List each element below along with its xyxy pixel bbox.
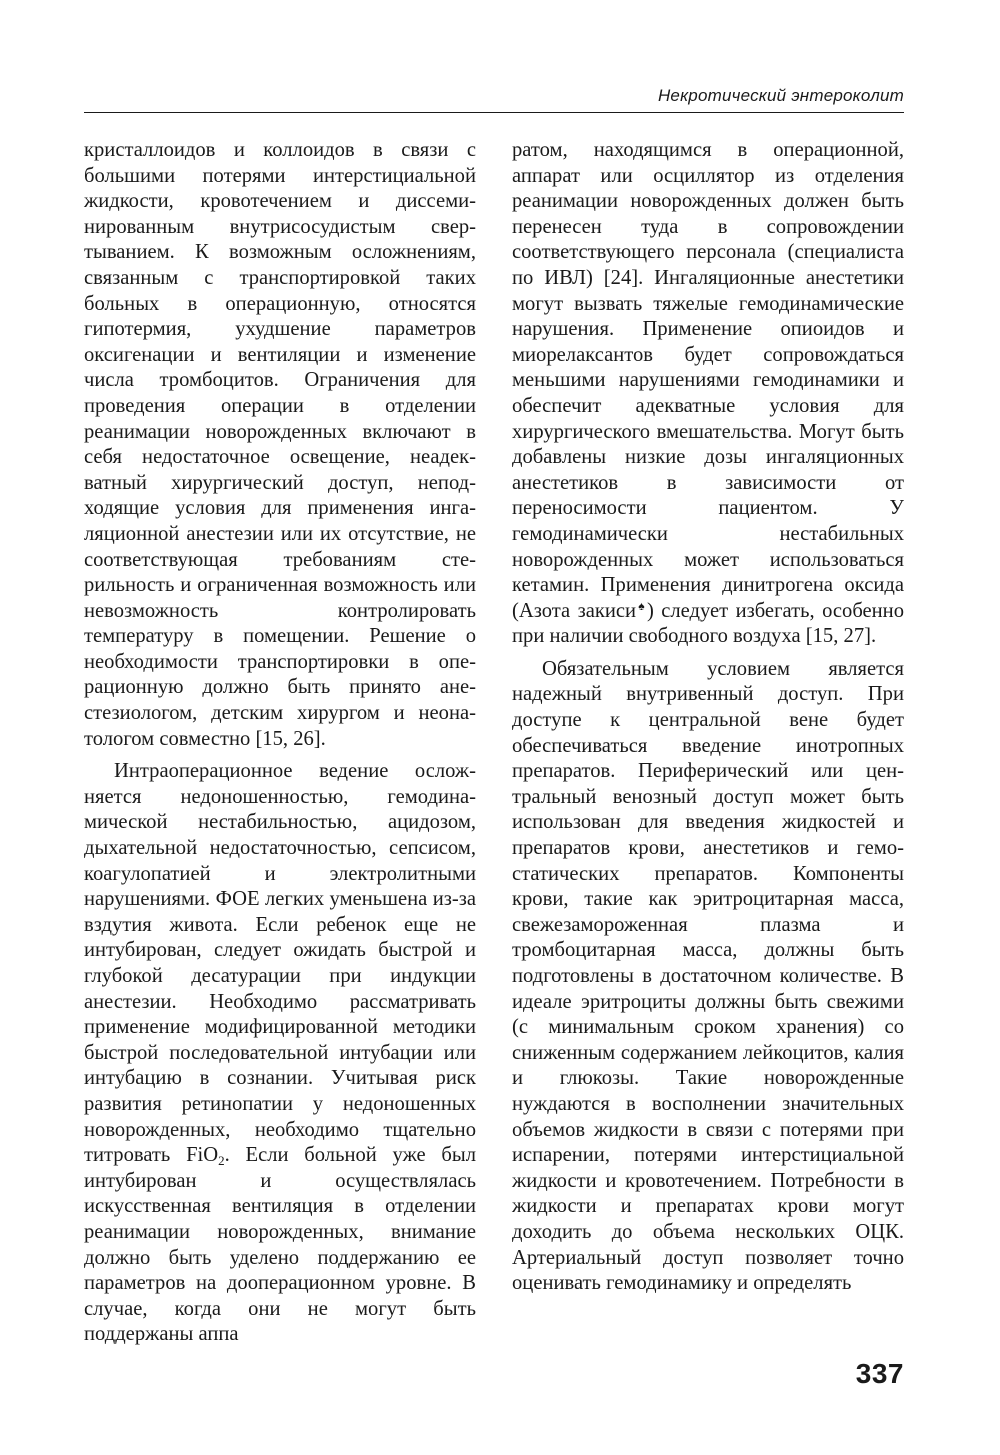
drug-mark-icon: ♠	[636, 598, 647, 613]
page-number: 337	[855, 1358, 904, 1389]
running-title: Некротический энтероколит	[657, 86, 904, 105]
right-paragraph-2: Обязательным условием является надежный внутривенный доступ. При доступе к центральной вене будет обеспечиваться введение инотропных препаратов. Периферический или центральный венозный доступ может быть использован для введения жидкостей и препаратов крови, анестетиков и гемостатических препаратов. Компоненты крови, такие как эритроцитарная масса, свежезамороженная плазма и тромбоцитарная масса, должны быть подготовлены в достаточном количестве. В идеале эритроциты должны быть свежими (с минимальным сроком хранения) со сниженным содержанием лейкоцитов, калия и глюкозы. Такие новорожденные нуждаются в восполнении значительных объемов жидкости в связи с потерями при испарении, потерями интерстициальной жидкости и кровотечением. Потребности в жидкости и препаратах крови могут доходить до объема нескольких ОЦК. Артериальный доступ позволяет точно оценивать гемодинамику и определять	[512, 657, 904, 1295]
left-paragraph-2-text-b: . Если больной уже был интубирован и осуществлялась искусственная вентиляция в отделении реанимации новорожденных, внимание должно быть уделено поддержанию ее параметров на дооперационном уровне. В случае, когда они не могут быть поддержаны аппа	[84, 1144, 477, 1346]
header-rule	[84, 112, 904, 113]
right-paragraph-1	[512, 138, 904, 650]
left-paragraph-1: кристаллоидов и коллоидов в связи с большими потерями интерстициальной жидкости, кровотечением и диссеминированным внутрисосудистым свертыванием. К возможным осложнениям, связанным с транспортировкой таких больных в операционную, относятся гипотермия, ухудшение параметров оксигенации и вентиляции и изменение числа тромбоцитов. Ограничения для проведения операции в отделении реанимации новорожденных включают в себя недостаточное освещение, неадекватный хирургический доступ, неподходящие условия для применения ингаляционной анестезии или их отсутствие, не соответствующая требованиям стерильность и ограниченная возможность или невозможность контролировать температуру в помещении. Решение о необходимости транспортировки в операционную должно быть принято анестезиологом, детским хирургом и неонатологом совместно [15, 26].	[84, 139, 476, 750]
fio2-subscript: 2	[218, 1153, 225, 1169]
left-column	[84, 138, 476, 1348]
left-paragraph-2	[84, 759, 476, 1348]
left-paragraph-2-text-a: Интраоперационное ведение осложняется недоношенностью, гемодинамической нестабильностью, ацидозом, дыхательной недостаточностью, сепсисом, коагулопатией и электролитными нарушениями. ФОЕ легких уменьшена из-за вздутия живота. Если ребенок еще не интубирован, следует ожидать быстрой и глубокой десатурации при индукции анестезии. Необходимо рассматривать применение модифицированной методики быстрой последовательной интубации или интубацию в сознании. Учитывая риск развития ретинопатии у недоношенных новорожденных, необходимо тщательно титровать FiO	[84, 760, 476, 1167]
right-paragraph-1-text-a: ратом, находящимся в операционной, аппарат или осциллятор из отделения реанимации новорожденных должен быть перенесен туда в сопровождении соответствующего персонала (специалиста по ИВЛ) [24]. Ингаляционные анестетики могут вызвать тяжелые гемодинамические нарушения. Применение опиоидов и миорелаксантов будет сопровождаться меньшими нарушениями гемодинамики и обеспечит адекватные условия для хирургического вмешательства. Могут быть добавлены низкие дозы ингаляционных анестетиков в зависимости от переносимости пациентом. У гемодинамически нестабильных новорожденных может использоваться кетамин. Применения динитрогена оксида (Азота закиси	[512, 139, 904, 622]
right-column	[512, 138, 904, 1297]
right-paragraph-1-text-b: ) следует избегать, особенно при наличии свободного воздуха [15, 27].	[512, 599, 905, 648]
